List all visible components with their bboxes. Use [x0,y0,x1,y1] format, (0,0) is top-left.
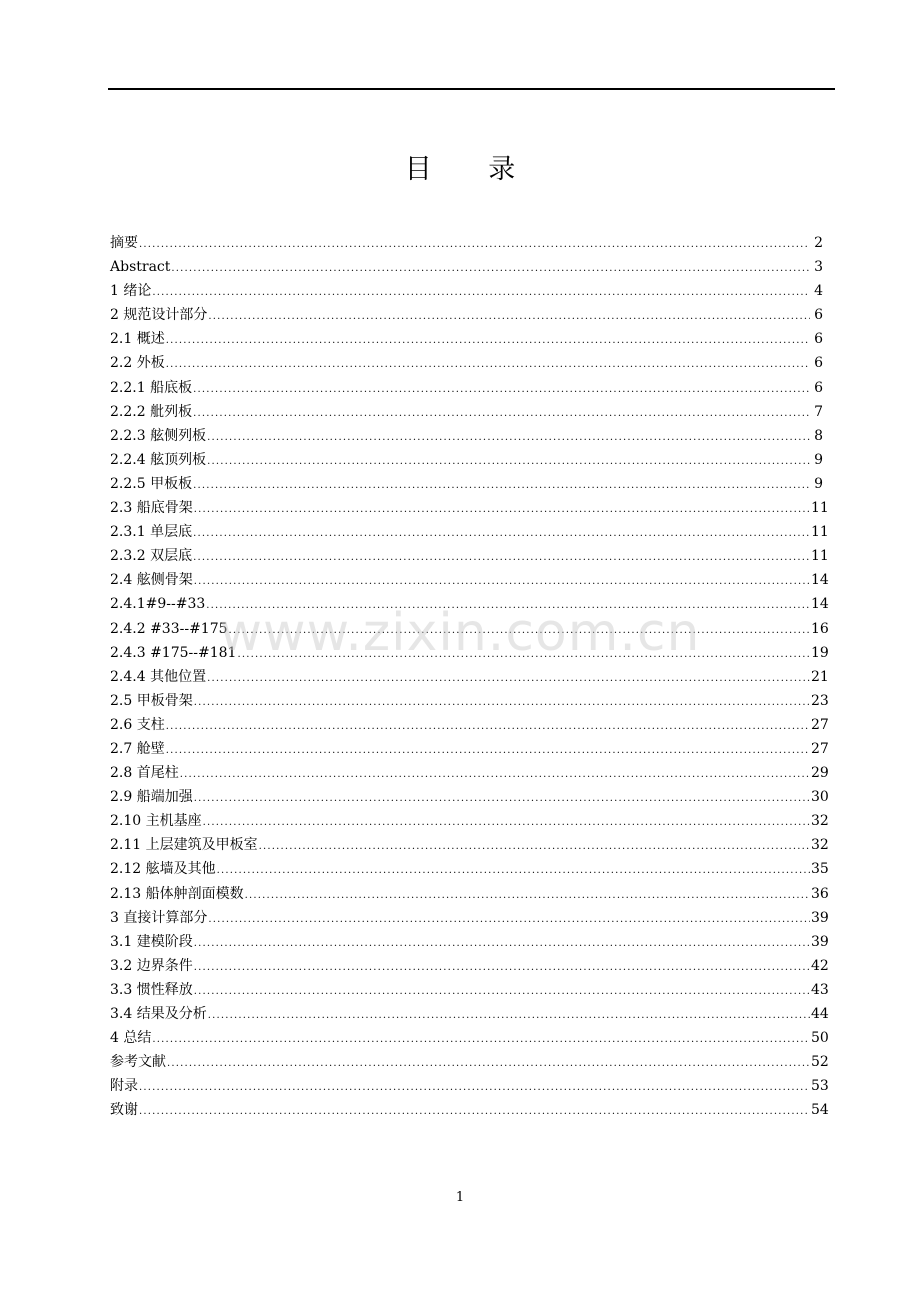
toc-entry[interactable] [110,1002,829,1026]
toc-dot-leader [139,1100,810,1124]
toc-entry-label: 2.4 舷侧骨架 [110,572,193,589]
toc-entry[interactable] [110,279,823,303]
toc-entry-label: 3.3 惯性释放 [110,981,193,998]
toc-dot-leader [194,932,810,956]
toc-entry-label: 2.2 外板 [110,355,165,372]
toc-entry-label: 2.4.1#9--#33 [110,596,206,613]
toc-dot-leader [193,546,810,570]
toc-dot-leader [180,763,810,787]
toc-dot-leader [194,787,810,811]
toc-entry-label: 3.2 边界条件 [110,957,193,974]
toc-entry-label: 2.4.3 #175--#181 [110,644,237,661]
toc-entry-page: 6 [814,379,823,396]
toc-entry-page: 11 [811,548,829,565]
toc-dot-leader [193,378,810,402]
toc-entry[interactable] [110,761,829,785]
toc-dot-leader [167,1052,810,1076]
toc-entry-page: 42 [811,957,829,974]
toc-entry-label: 致谢 [110,1102,138,1119]
toc-entry[interactable] [110,376,823,400]
toc-entry-label: 2.11 上层建筑及甲板室 [110,837,258,854]
toc-dot-leader [203,811,810,835]
toc-entry[interactable] [110,954,829,978]
toc-list [110,231,829,1122]
toc-entry-page: 6 [814,355,823,372]
toc-entry[interactable] [110,1074,829,1098]
toc-entry-label: 2.2.2 舭列板 [110,403,193,420]
toc-entry-page: 27 [811,716,829,733]
toc-entry[interactable] [110,568,829,592]
toc-entry-page: 14 [811,572,829,589]
toc-entry[interactable] [110,689,829,713]
toc-dot-leader [139,233,810,257]
toc-dot-leader [171,257,810,281]
toc-entry-page: 35 [811,861,829,878]
toc-entry[interactable] [110,1098,829,1122]
toc-dot-leader [206,594,810,618]
toc-dot-leader [152,281,810,305]
toc-entry-page: 7 [814,403,823,420]
toc-entry-label: 2.4.2 #33--#175 [110,620,228,637]
toc-entry[interactable] [110,882,829,906]
toc-entry-label: 2.3.1 单层底 [110,524,193,541]
toc-dot-leader [194,956,810,980]
toc-entry[interactable] [110,496,829,520]
toc-entry[interactable] [110,857,829,881]
toc-entry[interactable] [110,1050,829,1074]
toc-entry[interactable] [110,520,829,544]
toc-dot-leader [208,1004,810,1028]
toc-entry[interactable] [110,617,829,641]
toc-entry-page: 30 [811,789,829,806]
toc-entry-label: 4 总结 [110,1030,152,1047]
toc-entry-label: 2.5 甲板骨架 [110,692,193,709]
toc-entry[interactable] [110,1026,829,1050]
toc-entry-page: 27 [811,740,829,757]
toc-dot-leader [207,426,810,450]
toc-dot-leader [166,739,810,763]
toc-entry[interactable] [110,231,823,255]
toc-entry[interactable] [110,472,823,496]
toc-entry-label: 2.2.5 甲板板 [110,475,193,492]
toc-entry[interactable] [110,641,829,665]
toc-entry-page: 39 [811,933,829,950]
toc-entry[interactable] [110,785,829,809]
toc-entry-page: 44 [811,1006,829,1022]
toc-entry-label: 3.1 建模阶段 [110,933,193,950]
toc-dot-leader [217,859,810,883]
toc-entry-label: 3.4 结果及分析 [110,1006,207,1022]
toc-entry-page: 9 [814,451,823,468]
toc-dot-leader [193,522,810,546]
toc-entry-page: 4 [814,283,823,300]
toc-dot-leader [229,619,810,643]
toc-entry-page: 39 [811,909,829,926]
toc-dot-leader [208,305,810,329]
toc-entry-page: 3 [814,259,823,276]
toc-entry-label: 参考文献 [110,1054,166,1071]
toc-dot-leader [207,450,810,474]
toc-entry-label: 2.2.1 船底板 [110,379,193,396]
toc-entry-label: 2.3 船底骨架 [110,500,193,517]
toc-entry[interactable] [110,544,829,568]
toc-dot-leader [166,715,810,739]
toc-entry-page: 6 [814,331,823,348]
toc-dot-leader [194,691,810,715]
toc-dot-leader [166,353,810,377]
toc-entry-page: 11 [811,500,829,517]
toc-dot-leader [245,884,810,908]
toc-entry[interactable] [110,978,829,1002]
toc-entry-page: 14 [811,596,829,613]
toc-entry-page: 19 [811,644,829,661]
toc-entry-page: 2 [814,235,823,251]
toc-entry[interactable] [110,833,829,857]
watermark: www.zixin.com.cn [219,603,701,663]
toc-entry-page: 8 [814,427,823,444]
toc-entry-page: 50 [811,1030,829,1047]
toc-entry[interactable] [110,255,823,279]
toc-entry-label: 1 绪论 [110,283,152,300]
toc-entry-page: 21 [811,668,829,685]
toc-entry[interactable] [110,400,823,424]
toc-dot-leader [259,835,810,859]
toc-entry[interactable] [110,327,823,351]
toc-entry[interactable] [110,424,823,448]
toc-dot-leader [237,643,810,667]
toc-entry[interactable] [110,930,829,954]
toc-entry-label: 2.3.2 双层底 [110,548,193,565]
toc-entry[interactable] [110,665,829,689]
toc-entry-label: 摘要 [110,235,138,251]
toc-entry[interactable] [110,713,829,737]
toc-entry[interactable] [110,737,829,761]
toc-dot-leader [208,908,810,932]
header-rule [108,88,835,90]
toc-entry-label: 2.12 舷墙及其他 [110,861,216,878]
toc-entry-label: 2 规范设计部分 [110,307,208,324]
toc-entry[interactable] [110,906,829,930]
toc-dot-leader [139,1076,810,1100]
toc-entry-label: 2.13 船体舯剖面模数 [110,885,244,902]
toc-dot-leader [193,402,810,426]
toc-entry-label: 2.7 舱壁 [110,740,165,757]
toc-dot-leader [194,570,810,594]
toc-entry-page: 16 [811,620,829,637]
toc-dot-leader [194,980,810,1004]
toc-entry-label: 附录 [110,1078,138,1095]
toc-entry-page: 32 [811,837,829,854]
toc-dot-leader [152,1028,810,1052]
toc-dot-leader [193,474,810,498]
toc-dot-leader [194,498,810,522]
toc-entry-label: 2.4.4 其他位置 [110,668,207,685]
toc-entry-page: 9 [814,475,823,492]
toc-dot-leader [166,329,810,353]
toc-entry-page: 32 [811,813,829,830]
toc-entry-label: 2.9 船端加强 [110,789,193,806]
toc-entry-page: 54 [811,1102,829,1119]
toc-entry-page: 53 [811,1078,829,1095]
toc-entry[interactable] [110,303,823,327]
toc-entry[interactable] [110,809,829,833]
toc-entry-page: 11 [811,524,829,541]
toc-dot-leader [207,667,810,691]
toc-entry-page: 36 [811,885,829,902]
toc-entry-label: 2.10 主机基座 [110,813,202,830]
toc-entry-page: 43 [811,981,829,998]
toc-entry-label: 2.2.3 舷侧列板 [110,427,207,444]
page-title: 目 录 [404,154,540,185]
toc-entry-label: 2.2.4 舷顶列板 [110,451,207,468]
toc-entry-page: 29 [811,765,829,782]
toc-entry-label: 3 直接计算部分 [110,909,208,926]
page-number: 1 [455,1190,465,1205]
toc-entry[interactable] [110,592,829,616]
toc-entry-page: 52 [811,1054,829,1071]
toc-entry-label: Abstract [110,259,171,276]
toc-entry[interactable] [110,448,823,472]
toc-entry-page: 6 [814,307,823,324]
toc-entry[interactable] [110,351,823,375]
toc-entry-page: 23 [811,692,829,709]
toc-entry-label: 2.6 支柱 [110,716,165,733]
toc-entry-label: 2.1 概述 [110,331,165,348]
toc-entry-label: 2.8 首尾柱 [110,765,179,782]
